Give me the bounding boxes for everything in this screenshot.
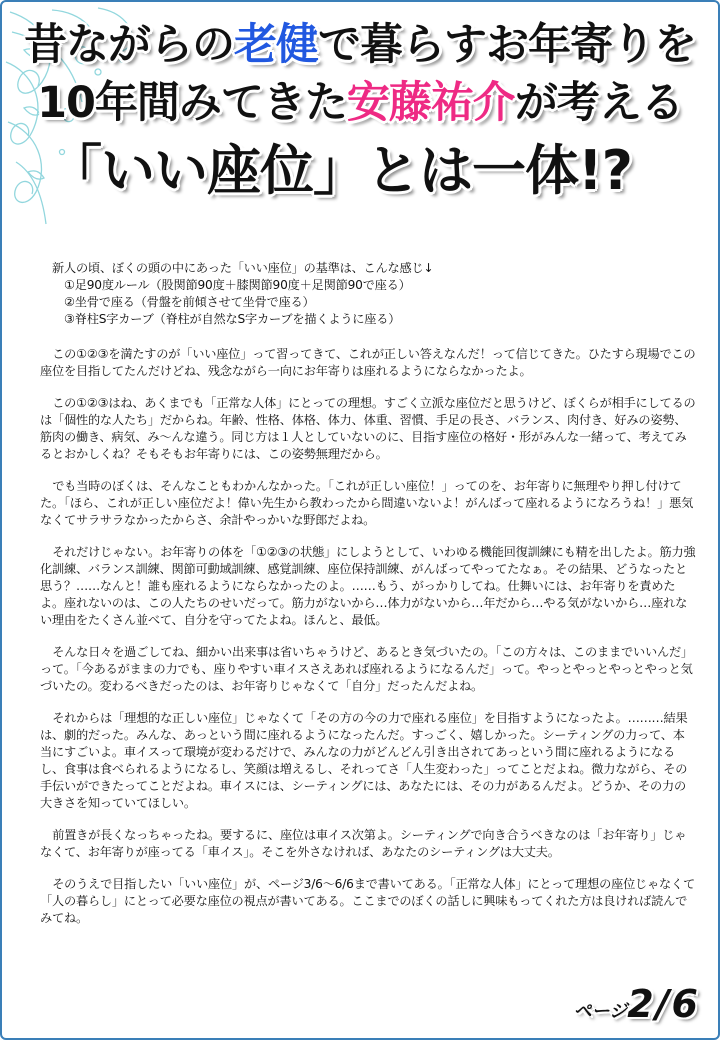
criteria-list xyxy=(52,260,696,328)
title-text: 10年間みてきた xyxy=(37,78,347,128)
paragraph: そのうえで目指したい「いい座位」が、ページ3/6～6/6まで書いてある。「正常な人体」にとって理想の座位じゃなくて「人の暮らし」にとって必要な座位の視点が書いてある。ここまでのぼくの話しに興味もってくれた方は良ければ読んでみてね。 xyxy=(40,877,695,925)
paragraph: でも当時のぼくは、そんなこともわかんなかった。「これが正しい座位！」ってのを、お年寄りに無理やり押し付けてた。「ほら、これが正しい座位だよ！偉い先生から教わったから間違いないよ！がんばって座れるようになろうね！」悪気なくてサラサラなかったからさ、余計やっかいな野郎だよね。 xyxy=(40,479,694,527)
paragraph: この①②③を満たすのが「いい座位」って習ってきて、これが正しい答えなんだ！って信じてきた。ひたすら現場でこの座位を目指してたんだけどね、残念ながら一向にお年寄りは座れるようにならなかったよ。 xyxy=(40,347,696,378)
criteria-item: ③脊柱S字カーブ（脊柱が自然なS字カーブを描くように座る） xyxy=(64,312,401,326)
highlight-roken: 老健 xyxy=(234,20,318,70)
criteria-item: ②坐骨で座る（骨盤を前傾させて坐骨で座る） xyxy=(64,295,315,309)
page-label: ページ xyxy=(573,1001,628,1022)
title-text: が考える xyxy=(514,78,683,128)
title-line-1 xyxy=(2,16,718,74)
title-text: 昔ながらの xyxy=(24,20,234,70)
paragraph: そんな日々を過ごしてね、細かい出来事は省いちゃうけど、あるとき気づいたの。「この方々は、このままでいいんだ」って。「今あるがままの力でも、座りやすい車イスさえあれば座れるようになるんだ」って。やっとやっとやっとやっと気づいたの。変わるべきだったのは、お年寄りじゃなくて「自分」だったんだよね。 xyxy=(40,645,693,693)
page-number xyxy=(574,982,700,1026)
paragraph: 前置きが長くなっちゃったね。要するに、座位は車イス次第よ。シーティングで向き合うべきなのは「お年寄り」じゃなくて、お年寄りが座ってる「車イス」。そこを外さなければ、あなたのシーティングは大丈夫。 xyxy=(40,828,687,859)
title-block xyxy=(2,16,718,206)
highlight-author-name: 安藤祐介 xyxy=(346,78,515,128)
page-fraction: 2/6 xyxy=(627,982,700,1026)
article-body xyxy=(40,260,696,942)
title-line-2 xyxy=(2,74,718,132)
paragraph: それだけじゃない。お年寄りの体を「①②③の状態」にしようとして、いわゆる機能回復訓練にも精を出したよ。筋力強化訓練、バランス訓練、関節可動域訓練、感覚訓練、座位保持訓練、がんばってやってたなぁ。その結果、どうなったと思う？……なんと！誰も座れるようにならなかったのよ。……もう、がっかりしてね。仕舞いには、お年寄りを責めたよ。座れないのは、この人たちのせいだって。筋力がないから…体力がないから…年だから…やる気がないから…座れない理由をたくさん並べて、自分を守ってたよね。ほんと、最低。 xyxy=(40,545,696,627)
criteria-item: ①足90度ルール（股関節90度＋膝関節90度＋足関節90で座る） xyxy=(64,278,411,292)
paragraph: それからは「理想的な正しい座位」じゃなくて「その方の今の力で座れる座位」を目指すようになったよ。………結果は、劇的だった。みんな、あっという間に座れるようになったんだ。すっごく、嬉しかった。シーティングの力って、本当にすごいよ。車イスって環境が変わるだけで、みんなの力がどんどん引き出されてあっという間に座れるようになるし、食事は食べられるようになるし、笑顔は増えるし、それってさ「人生変わった」ってことだよね。微力ながら、その手伝いができたってことだよね。車イスには、シーティングには、あなたには、その力があるんだよ。どうか、その力の大きさを知っていてほしい。 xyxy=(40,711,688,810)
title-text: で暮らすお年寄りを xyxy=(318,20,696,70)
criteria-lead: 新人の頃、ぼくの頭の中にあった「いい座位」の基準は、こんな感じ↓ xyxy=(52,261,434,275)
title-line-3: 「いい座位」とは一体!? xyxy=(48,139,632,202)
paragraph: この①②③はね、あくまでも「正常な人体」にとっての理想。すごく立派な座位だと思うけど、ぼくらが相手にしてるのは「個性的な人たち」だからね。年齢、性格、体格、体力、体重、習慣、手足の長さ、バランス、肉付き、好みの姿勢、筋肉の働き、病気、み～んな違う。同じ方は１人としていないのに、目指す座位の格好・形がみんな一緒って、考えてみるとおかしくね？そもそもお年寄りには、この姿勢無理だから。 xyxy=(40,396,696,461)
